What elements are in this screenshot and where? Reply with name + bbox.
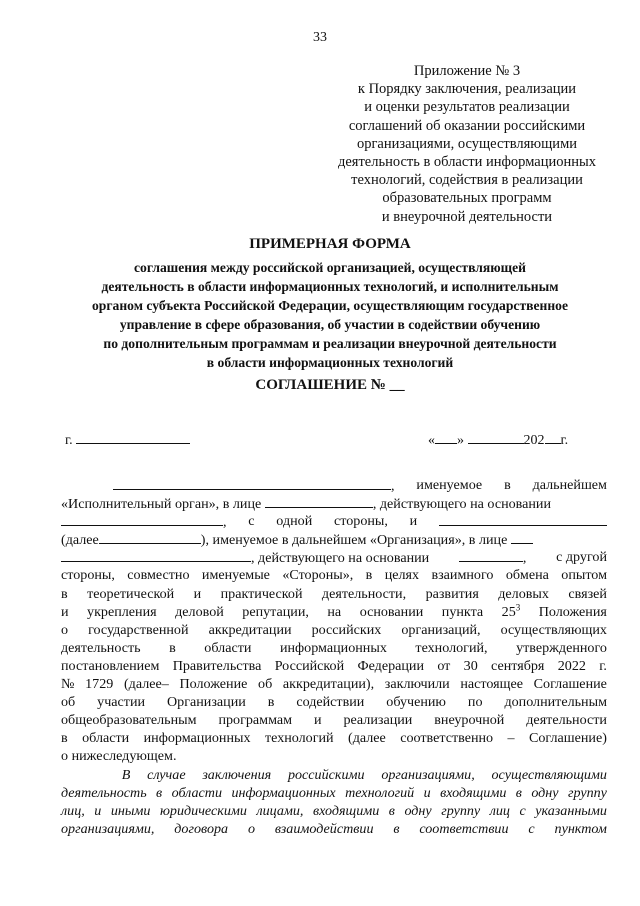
subtitle-line: деятельность в области информационных технологий, и исполнительным	[101, 279, 559, 295]
page-number: 33	[313, 30, 327, 45]
basis-blank	[61, 512, 223, 526]
place-prefix: г.	[65, 433, 73, 448]
appendix-block	[302, 62, 632, 226]
organization-blank	[439, 512, 607, 526]
representative-blank	[265, 494, 373, 508]
subtitle-line: по дополнительным программам и реализации внеурочной деятельности	[103, 336, 557, 352]
body-line-italic: деятельность в области информационных технологий и входящими в одну группу	[61, 784, 607, 801]
date-quote-open: «	[428, 433, 435, 448]
date-quote-close: »	[457, 433, 464, 448]
body-line-italic: организациями, договора о взаимодействии в соответствии с пунктом	[61, 820, 607, 837]
date-year: 202	[523, 433, 545, 448]
org-basis-blank	[459, 548, 523, 562]
body-line-italic: лиц, и иными юридическими лицами, входящими в одну группу лиц с указанными	[61, 802, 607, 819]
appendix-line: к Порядку заключения, реализации	[357, 81, 577, 98]
form-subtitle	[40, 258, 620, 373]
body-line: , именуемое в дальнейшем	[61, 476, 607, 494]
body-line-italic: В случае заключения российскими организациями, осуществляющими	[121, 766, 607, 783]
appendix-line: технологий, содействия в реализации	[351, 172, 583, 189]
place-field	[65, 430, 190, 449]
day-blank	[435, 430, 457, 444]
date-field	[428, 430, 568, 449]
subtitle-line: органом субъекта Российской Федерации, осуществляющим государственное	[92, 298, 568, 314]
agreement-heading: СОГЛАШЕНИЕ № __	[255, 377, 405, 393]
month-blank	[468, 430, 524, 444]
appendix-line: организациями, осуществляющими	[356, 135, 578, 152]
date-suffix: г.	[560, 433, 569, 448]
body-line: , с одной стороны, и	[61, 512, 607, 530]
body-line: стороны, совместно именуемые «Стороны», в целях взаимного обмена опытом	[61, 567, 607, 584]
org-representative-name-blank	[61, 548, 251, 562]
body-line: в области информационных технологий (далее соответственно – Соглашение)	[61, 730, 607, 747]
appendix-line: и оценки результатов реализации	[364, 99, 570, 116]
appendix-line: и внеурочной деятельности	[381, 208, 553, 225]
subtitle-line: в области информационных технологий	[206, 355, 454, 371]
body-line: и укрепления деловой репутации, на основании пункта $25^3$ Положения	[61, 601, 607, 620]
short-name-blank	[99, 530, 201, 544]
body-line: об участии Организации в содействии обучению по дополнительным	[61, 694, 607, 711]
appendix-line: соглашений об оказании российскими	[348, 117, 586, 134]
body-line: о нижеследующем.	[61, 748, 177, 765]
org-representative-blank	[511, 530, 533, 544]
body-line: деятельность в области информационных технологий, утвержденного	[61, 639, 607, 656]
subtitle-line: управление в сфере образования, об участии в содействии обучению	[119, 317, 541, 333]
body-line: (далее ), именуемое в дальнейшем «Организация», в лице	[61, 530, 607, 548]
form-title: ПРИМЕРНАЯ ФОРМА	[249, 236, 411, 252]
executive-body-blank	[113, 476, 391, 490]
agreement-body	[61, 476, 607, 838]
appendix-line: деятельность в области информационных	[337, 154, 597, 171]
body-line: постановлением Правительства Российской Федерации от 30 сентября 2022 г.	[61, 657, 607, 674]
body-line: «Исполнительный орган», в лице , действующего на основании	[61, 496, 552, 513]
body-line: общеобразовательным программам и реализации внеурочной деятельности	[61, 712, 607, 729]
body-line: о государственной аккредитации российских организаций, осуществляющих	[61, 621, 607, 638]
year-blank	[545, 430, 561, 444]
appendix-line: образовательных программ	[382, 190, 552, 207]
place-blank	[76, 430, 190, 444]
body-line: , действующего на основании , с другой	[61, 548, 607, 566]
subtitle-line: соглашения между российской организацией, осуществляющей	[134, 260, 526, 275]
body-line: № 1729 (далее– Положение об аккредитации), заключили настоящее Соглашение	[61, 676, 607, 693]
appendix-line: Приложение № 3	[413, 63, 521, 79]
body-line: в теоретической и практической деятельности, развития деловых связей	[61, 585, 607, 602]
